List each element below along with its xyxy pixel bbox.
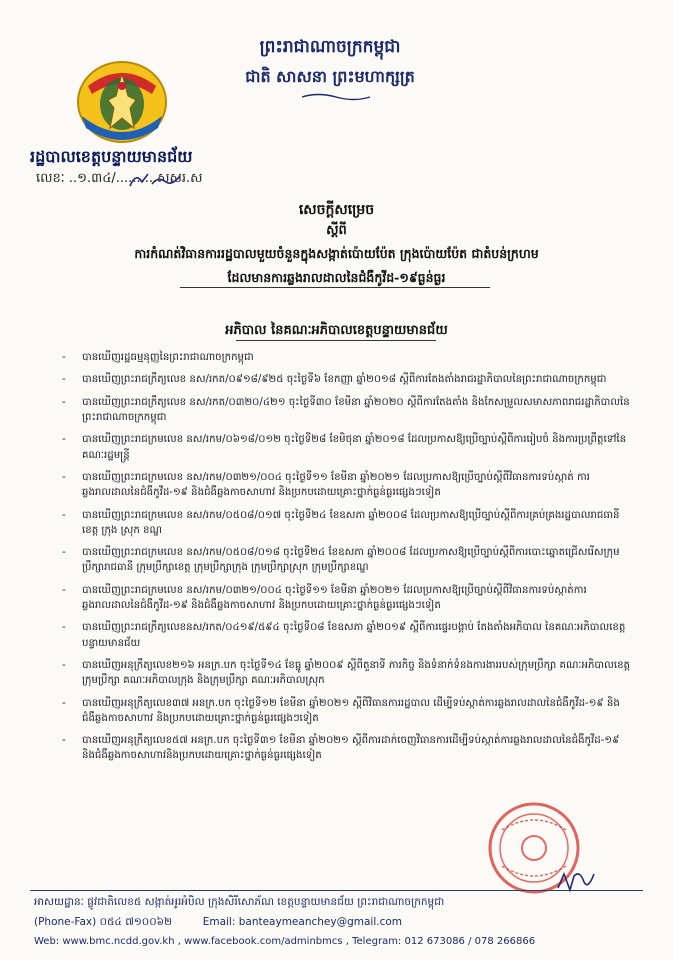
list-item: - បានឃើញព្រះរាជក្រឹត្យលេខ នស/រកត/០៩១៨/៩២៥ ចុះថ្ងៃទី៦ ខែកញ្ញា ឆ្នាំ២០១៨ ស្តីពីការតែងតាំងរាជរដ្ឋាភិបាលនៃព្រះរាជាណាចក្រកម្ពុជា <box>62 374 607 386</box>
list-item: - បានឃើញព្រះរាជក្រមលេខ នស/រកម/០៣២១/០០៤ ចុះថ្ងៃទី១១ ខែមីនា ឆ្នាំ២០២១ ដែលប្រកាសឱ្យប្រើច្បាប់ស្តីពីវិធានការទប់ស្កាត់ ការឆ្លងរាលដាលនៃជំងឺកូវីដ-១៩ និងជំងឺឆ្លងកាចសាហាវ និងប្រកបដោយគ្រោះថ្នាក់ធ្ងន់ធ្ងរផ្សេងៗទៀត <box>62 471 590 499</box>
list-item-text: បានឃើញព្រះរាជក្រមលេខ នស/រកម/០៣២១/០០៤ ចុះថ្ងៃទី១១ ខែមីនា ឆ្នាំ២០២១ ដែលប្រកាសឱ្យប្រើច្បាប់ស្តីពីវិធានការទប់ស្កាត់ ការឆ្លងរាលដាលនៃជំងឺកូវីដ-១៩ និងជំងឺឆ្លងកាចសាហាវ និងប្រកបដោយគ្រោះថ្នាក់ធ្ងន់ធ្ងរផ្សេងៗទៀត <box>82 471 590 499</box>
list-item-text: បានឃើញរដ្ឋធម្មនុញ្ញនៃព្រះរាជាណាចក្រកម្ពុជា <box>82 352 254 363</box>
decision-subject-label: ស្តីពី <box>326 223 347 238</box>
provincial-emblem-logo <box>74 56 170 144</box>
list-item: - បានឃើញព្រះរាជក្រមលេខ នស/រកម/០៥០៨/០១៧ ចុះថ្ងៃទី២៤ ខែឧសភា ឆ្នាំ២០០៨ ដែលប្រកាសឱ្យប្រើច្បាប់ស្តីពីការគ្រប់គ្រងរដ្ឋបាលរាជធានី ខេត្ត ក្រុង ស្រុក ខណ្ឌ <box>62 509 620 536</box>
legal-basis-list <box>60 350 630 771</box>
list-item-text: បានឃើញព្រះរាជក្រឹត្យលេខ នស/រកត/០៩១៨/៩២៥ ចុះថ្ងៃទី៦ ខែកញ្ញា ឆ្នាំ២០១៨ ស្តីពីការតែងតាំងរាជរដ្ឋាភិបាលនៃព្រះរាជាណាចក្រកម្ពុជា <box>82 374 607 386</box>
list-item-text: បានឃើញអនុក្រឹត្យលេខ២១៦ អនក្រ.បក ចុះថ្ងៃទី១៤ ខែធ្នូ ឆ្នាំ២០០៩ ស្តីពីតួនាទី ភារកិច្ច និងទំនាក់ទំនងការងាររបស់ក្រុមប្រឹក្សា គណៈអភិបាលខេត្ត ក្រុមប្រឹក្សា គណៈអភិបាលក្រុង និងក្រុមប្រឹក្សា គណៈអភិបាលស្រុក <box>82 659 630 687</box>
list-item: - បានឃើញអនុក្រឹត្យលេខ៣៧ អនក្រ.បក ចុះថ្ងៃទី១២ ខែមីនា ឆ្នាំ២០២១ ស្តីពីវិធានការរដ្ឋបាល ដើម្បីទប់ស្កាត់ការឆ្លងរាលដាលនៃជំងឺកូវីដ-១៩ និងជំងឺឆ្លងកាចសាហាវ និងប្រកបដោយគ្រោះថ្នាក់ធ្ងន់ធ្ងរផ្សេងៗទៀត <box>62 697 620 724</box>
list-item: - បានឃើញព្រះរាជក្រមលេខ នស/រកម/០៥០៨/០១៨ ចុះថ្ងៃទី២៤ ខែឧសភា ឆ្នាំ២០០៨ ដែលប្រកាសឱ្យប្រើច្បាប់ស្តីពីការបោះឆ្នោតជ្រើសរើសក្រុមប្រឹក្សារាជធានី ក្រុមប្រឹក្សាខេត្ត ក្រុមប្រឹក្សាក្រុង ក្រុមប្រឹក្សាស្រុក ក្រុមប្រឹក្សាខណ្ឌ <box>62 547 620 574</box>
kingdom-heading: ព្រះរាជាណាចក្រកម្ពុជា <box>259 37 401 57</box>
list-item-text: បានឃើញព្រះរាជក្រមលេខ នស/រកម/០៣២១/០០៤ ចុះថ្ងៃទី១១ ខែមីនា ឆ្នាំ២០២១ ដែលប្រកាសឱ្យប្រើច្បាប់ស្តីពីវិធានការទប់ស្កាត់ការឆ្លងរាលដាលនៃជំងឺកូវីដ-១៩ និងជំងឺឆ្លងកាចសាហាវ និងប្រកបដោយគ្រោះថ្នាក់ធ្ងន់ធ្ងរផ្សេងៗទៀត <box>82 584 587 611</box>
list-item-text: បានឃើញព្រះរាជក្រឹត្យលេខនស/រកត/០៤១៩/៥៩៤ ចុះថ្ងៃទី០៨ ខែឧសភា ឆ្នាំ២០១៩ ស្តីពីការផ្ទេរបង្គាប់ តែងតាំងអភិបាល នៃគណៈអភិបាលខេត្តបន្ទាយមានជ័យ <box>82 622 626 649</box>
national-motto: ជាតិ សាសនា ព្រះមហាក្សត្រ <box>245 67 415 86</box>
list-item-text: បានឃើញអនុក្រឹត្យលេខ៥៧ អនក្រ.បក ចុះថ្ងៃទី៣១ ខែមីនា ឆ្នាំ២០២១ ស្តីពីការដាក់ចេញវិធានការដើម្បីទប់ស្កាត់ការឆ្លងរាលដាលនៃជំងឺកូវីដ-១៩ និងជំងឺឆ្លងកាចសាហាវនិងប្រកបដោយគ្រោះថ្នាក់ធ្ងន់ធ្ងរផ្សេងទៀត <box>82 735 620 762</box>
list-item: - បានឃើញរដ្ឋធម្មនុញ្ញនៃព្រះរាជាណាចក្រកម្ពុជា <box>62 352 254 363</box>
reference-number: លេខៈ ..១.៣៤/..........សសរ.ស <box>36 171 203 186</box>
issuing-administration: រដ្ឋបាលខេត្តបន្ទាយមានជ័យ <box>30 147 193 166</box>
list-item: - បានឃើញព្រះរាជក្រមលេខ នស/រកម/០៦១៨/០១២ ចុះថ្ងៃទី២៨ ខែមិថុនា ឆ្នាំ២០១៨ ដែលប្រកាសឱ្យប្រើច្បាប់ស្តីពីការរៀបចំ និងការប្រព្រឹត្តទៅនៃគណៈរដ្ឋមន្ត្រី <box>62 434 627 461</box>
decision-subject-line1: ការកំណត់វិធានការរដ្ឋបាលមួយចំនួនក្នុងសង្កាត់ប៉ោយប៉ែត ក្រុងប៉ោយប៉ែត ជាតំបន់ក្រហម <box>134 246 539 261</box>
footer-contact <box>34 916 402 931</box>
list-item: - បានឃើញព្រះរាជក្រមលេខ នស/រកម/០៣២១/០០៤ ចុះថ្ងៃទី១១ ខែមីនា ឆ្នាំ២០២១ ដែលប្រកាសឱ្យប្រើច្បាប់ស្តីពីវិធានការទប់ស្កាត់ការឆ្លងរាលដាលនៃជំងឺកូវីដ-១៩ និងជំងឺឆ្លងកាចសាហាវ និងប្រកបដោយគ្រោះថ្នាក់ធ្ងន់ធ្ងរផ្សេងៗទៀត <box>62 584 587 611</box>
list-item: - បានឃើញព្រះរាជក្រឹត្យលេខ នស/រកត/០៣២០/៤២១ ចុះថ្ងៃទី៣០ ខែមីនា ឆ្នាំ២០២០ ស្តីពីការតែងតាំង និងកែសម្រួលសមាសភាពរាជរដ្ឋាភិបាលនៃព្រះរាជាណាចក្រកម្ពុជា <box>62 396 630 423</box>
list-item: - បានឃើញអនុក្រឹត្យលេខ២១៦ អនក្រ.បក ចុះថ្ងៃទី១៤ ខែធ្នូ ឆ្នាំ២០០៩ ស្តីពីតួនាទី ភារកិច្ច និងទំនាក់ទំនងការងាររបស់ក្រុមប្រឹក្សា គណៈអភិបាលខេត្ត ក្រុមប្រឹក្សា គណៈអភិបាលក្រុង និងក្រុមប្រឹក្សា គណៈអភិបាលស្រុក <box>62 659 630 687</box>
authority-underline <box>236 340 436 341</box>
decision-title: សេចក្តីសម្រេច <box>298 202 375 218</box>
handwritten-signature <box>556 868 596 896</box>
authority-heading: អភិបាល នៃគណៈអភិបាលខេត្តបន្ទាយមានជ័យ <box>225 323 448 338</box>
list-item-text: បានឃើញព្រះរាជក្រឹត្យលេខ នស/រកត/០៣២០/៤២១ ចុះថ្ងៃទី៣០ ខែមីនា ឆ្នាំ២០២០ ស្តីពីការតែងតាំង និងកែសម្រួលសមាសភាពរាជរដ្ឋាភិបាលនៃព្រះរាជាណាចក្រកម្ពុជា <box>82 396 630 423</box>
motto-ornament <box>300 92 372 102</box>
list-item: - បានឃើញព្រះរាជក្រឹត្យលេខនស/រកត/០៤១៩/៥៩៤ ចុះថ្ងៃទី០៨ ខែឧសភា ឆ្នាំ២០១៩ ស្តីពីការផ្ទេរបង្គាប់ តែងតាំងអភិបាល នៃគណៈអភិបាលខេត្តបន្ទាយមានជ័យ <box>62 622 626 649</box>
footer-web: Web: www.bmc.ncdd.gov.kh , www.facebook.com/adminbmcs , Telegram: 012 673086 / 078 266866 <box>34 936 536 947</box>
handwritten-reference <box>126 168 186 192</box>
subject-underline <box>180 287 490 288</box>
list-item-text: បានឃើញព្រះរាជក្រមលេខ នស/រកម/០៥០៨/០១៨ ចុះថ្ងៃទី២៤ ខែឧសភា ឆ្នាំ២០០៨ ដែលប្រកាសឱ្យប្រើច្បាប់ស្តីពីការបោះឆ្នោតជ្រើសរើសក្រុមប្រឹក្សារាជធានី ក្រុមប្រឹក្សាខេត្ត ក្រុមប្រឹក្សាក្រុង ក្រុមប្រឹក្សាស្រុក ក្រុមប្រឹក្សាខណ្ឌ <box>82 547 620 574</box>
footer-address: អាសយដ្ឋានៈ ផ្លូវជាតិលេខ៥ សង្កាត់អូរអំបិល ក្រុងសិរីសោភ័ណ ខេត្តបន្ទាយមានជ័យ ព្រះរាជាណាចក្រកម្ពុជា <box>34 896 445 908</box>
list-item: - បានឃើញអនុក្រឹត្យលេខ៥៧ អនក្រ.បក ចុះថ្ងៃទី៣១ ខែមីនា ឆ្នាំ២០២១ ស្តីពីការដាក់ចេញវិធានការដើម្បីទប់ស្កាត់ការឆ្លងរាលដាលនៃជំងឺកូវីដ-១៩ និងជំងឺឆ្លងកាចសាហាវនិងប្រកបដោយគ្រោះថ្នាក់ធ្ងន់ធ្ងរផ្សេងទៀត <box>62 735 620 762</box>
list-item-text: បានឃើញអនុក្រឹត្យលេខ៣៧ អនក្រ.បក ចុះថ្ងៃទី១២ ខែមីនា ឆ្នាំ២០២១ ស្តីពីវិធានការរដ្ឋបាល ដើម្បីទប់ស្កាត់ការឆ្លងរាលដាលនៃជំងឺកូវីដ-១៩ និងជំងឺឆ្លងកាចសាហាវ និងប្រកបដោយគ្រោះថ្នាក់ធ្ងន់ធ្ងរផ្សេងៗទៀត <box>82 697 620 724</box>
footer-email: Email: banteaymeanchey@gmail.com <box>202 916 403 928</box>
list-item-text: បានឃើញព្រះរាជក្រមលេខ នស/រកម/០៦១៨/០១២ ចុះថ្ងៃទី២៨ ខែមិថុនា ឆ្នាំ២០១៨ ដែលប្រកាសឱ្យប្រើច្បាប់ស្តីពីការរៀបចំ និងការប្រព្រឹត្តទៅនៃគណៈរដ្ឋមន្ត្រី <box>82 434 627 461</box>
decision-subject-line2: ដែលមានការឆ្លងរាលដាលនៃជំងឺកូវីដ-១៩ធ្ងន់ធ្ងរ <box>227 270 446 285</box>
footer-divider <box>30 890 643 891</box>
list-item-text: បានឃើញព្រះរាជក្រមលេខ នស/រកម/០៥០៨/០១៧ ចុះថ្ងៃទី២៤ ខែឧសភា ឆ្នាំ២០០៨ ដែលប្រកាសឱ្យប្រើច្បាប់ស្តីពីការគ្រប់គ្រងរដ្ឋបាលរាជធានី ខេត្ត ក្រុង ស្រុក ខណ្ឌ <box>82 509 620 536</box>
footer-phone: (Phone-Fax) ០៥៤ ៧១០០៦២ <box>34 916 173 928</box>
